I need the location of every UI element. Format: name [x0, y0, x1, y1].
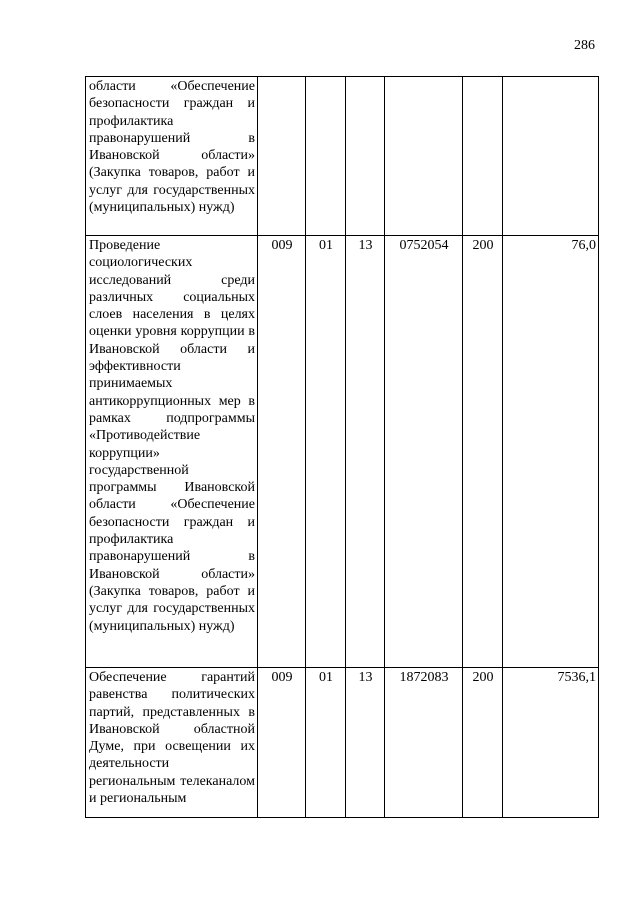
row-description: области «Обеспечение безопасности граждан и профилактика правонарушений в Ивановской области» (Закупка товаров, работ и услуг для государственных (муниципальных) нужд) — [86, 77, 258, 236]
amount: 7536,1 — [503, 668, 599, 818]
subsection-code: 13 — [346, 236, 385, 668]
subsection-code — [346, 77, 385, 236]
subsection-code: 13 — [346, 668, 385, 818]
table-row — [86, 77, 599, 236]
section-code — [306, 77, 346, 236]
row-description: Обеспечение гарантий равенства политических партий, представленных в Ивановской областной Думе, при освещении их деятельности региональным телеканалом и региональным — [86, 668, 258, 818]
section-code: 01 — [306, 236, 346, 668]
page-number: 286 — [574, 38, 595, 53]
amount: 76,0 — [503, 236, 599, 668]
budget-table — [85, 76, 599, 818]
expense-type-code: 200 — [463, 236, 503, 668]
section-code: 01 — [306, 668, 346, 818]
target-article-code: 0752054 — [385, 236, 463, 668]
target-article-code — [385, 77, 463, 236]
amount — [503, 77, 599, 236]
expense-type-code — [463, 77, 503, 236]
ministry-code — [258, 77, 306, 236]
target-article-code: 1872083 — [385, 668, 463, 818]
ministry-code: 009 — [258, 236, 306, 668]
table-row — [86, 236, 599, 668]
table-row — [86, 668, 599, 818]
ministry-code: 009 — [258, 668, 306, 818]
row-description: Проведение социологических исследований среди различных социальных слоев населения в целях оценки уровня коррупции в Ивановской области и эффективности принимаемых антикоррупционных мер в рамках подпрограммы «Противодействие коррупции» государственной программы Ивановской области «Обеспечение безопасности граждан и профилактика правонарушений в Ивановской области» (Закупка товаров, работ и услуг для государственных (муниципальных) нужд) — [86, 236, 258, 668]
expense-type-code: 200 — [463, 668, 503, 818]
